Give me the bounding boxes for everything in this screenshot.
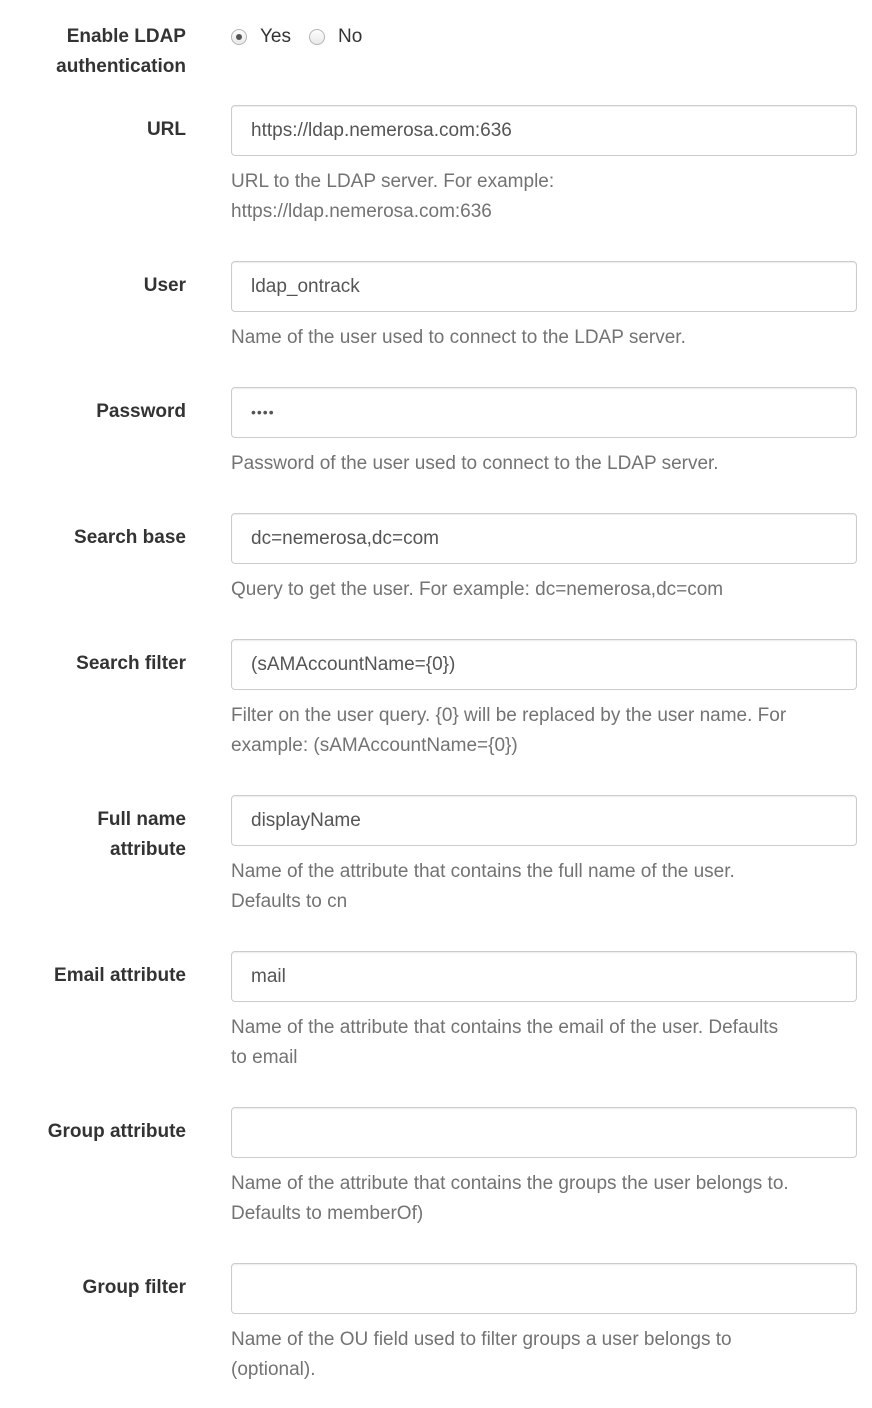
radio-unchecked-icon[interactable]	[309, 29, 325, 45]
url-help	[231, 167, 857, 227]
group-attribute-help-line1: Name of the attribute that contains the groups the user belongs to.	[231, 1173, 789, 1194]
group-attribute-help	[231, 1169, 857, 1229]
email-attribute-help	[231, 1013, 857, 1073]
search-base-label: Search base	[74, 527, 186, 548]
group-filter-input[interactable]	[231, 1263, 857, 1314]
enable-ldap-radio-group	[231, 22, 380, 52]
url-label: URL	[146, 119, 186, 140]
password-label: Password	[96, 401, 186, 422]
group-attribute-label: Group attribute	[47, 1121, 186, 1142]
password-input[interactable]: ••••	[231, 387, 857, 438]
full-name-attribute-label-line1: Full name	[97, 809, 186, 830]
user-input[interactable]: ldap_ontrack	[231, 261, 857, 312]
email-attribute-help-line1: Name of the attribute that contains the email of the user. Defaults	[231, 1017, 779, 1038]
url-help-line1: URL to the LDAP server. For example:	[231, 171, 555, 192]
enable-ldap-label	[0, 22, 186, 82]
group-attribute-help-line2: Defaults to memberOf)	[231, 1203, 424, 1224]
search-base-help-line1: Query to get the user. For example: dc=nemerosa,dc=com	[231, 579, 724, 600]
enable-ldap-label-line1: Enable LDAP	[66, 26, 186, 47]
url-help-line2: https://ldap.nemerosa.com:636	[231, 201, 492, 222]
url-input[interactable]: https://ldap.nemerosa.com:636	[231, 105, 857, 156]
group-attribute-input[interactable]	[231, 1107, 857, 1158]
enable-ldap-no-label: No	[338, 26, 363, 47]
user-label: User	[143, 275, 186, 296]
group-filter-help	[231, 1325, 857, 1385]
search-base-input[interactable]: dc=nemerosa,dc=com	[231, 513, 857, 564]
enable-ldap-no-option[interactable]	[309, 22, 362, 52]
full-name-attribute-label	[0, 805, 186, 865]
group-filter-help-line1: Name of the OU field used to filter groups a user belongs to	[231, 1329, 732, 1350]
enable-ldap-yes-option[interactable]	[231, 22, 291, 52]
email-attribute-help-line2: to email	[231, 1047, 298, 1068]
radio-checked-icon[interactable]	[231, 29, 247, 45]
search-filter-help-line2: example: (sAMAccountName={0})	[231, 735, 518, 756]
user-help-line1: Name of the user used to connect to the LDAP server.	[231, 327, 686, 348]
search-filter-help	[231, 701, 857, 761]
group-filter-help-line2: (optional).	[231, 1359, 316, 1380]
search-filter-help-line1: Filter on the user query. {0} will be replaced by the user name. For	[231, 705, 787, 726]
search-filter-input[interactable]: (sAMAccountName={0})	[231, 639, 857, 690]
enable-ldap-yes-label: Yes	[260, 26, 291, 47]
email-attribute-label: Email attribute	[54, 965, 186, 986]
password-help	[231, 449, 857, 479]
email-attribute-input[interactable]: mail	[231, 951, 857, 1002]
full-name-attribute-label-line2: attribute	[110, 839, 186, 860]
full-name-attribute-help-line2: Defaults to cn	[231, 891, 348, 912]
password-help-line1: Password of the user used to connect to the LDAP server.	[231, 453, 719, 474]
full-name-attribute-help-line1: Name of the attribute that contains the full name of the user.	[231, 861, 735, 882]
search-filter-label: Search filter	[76, 653, 186, 674]
full-name-attribute-input[interactable]: displayName	[231, 795, 857, 846]
search-base-help	[231, 575, 857, 605]
full-name-attribute-help	[231, 857, 857, 917]
enable-ldap-label-line2: authentication	[56, 56, 186, 77]
group-filter-label: Group filter	[82, 1277, 186, 1298]
user-help	[231, 323, 857, 353]
